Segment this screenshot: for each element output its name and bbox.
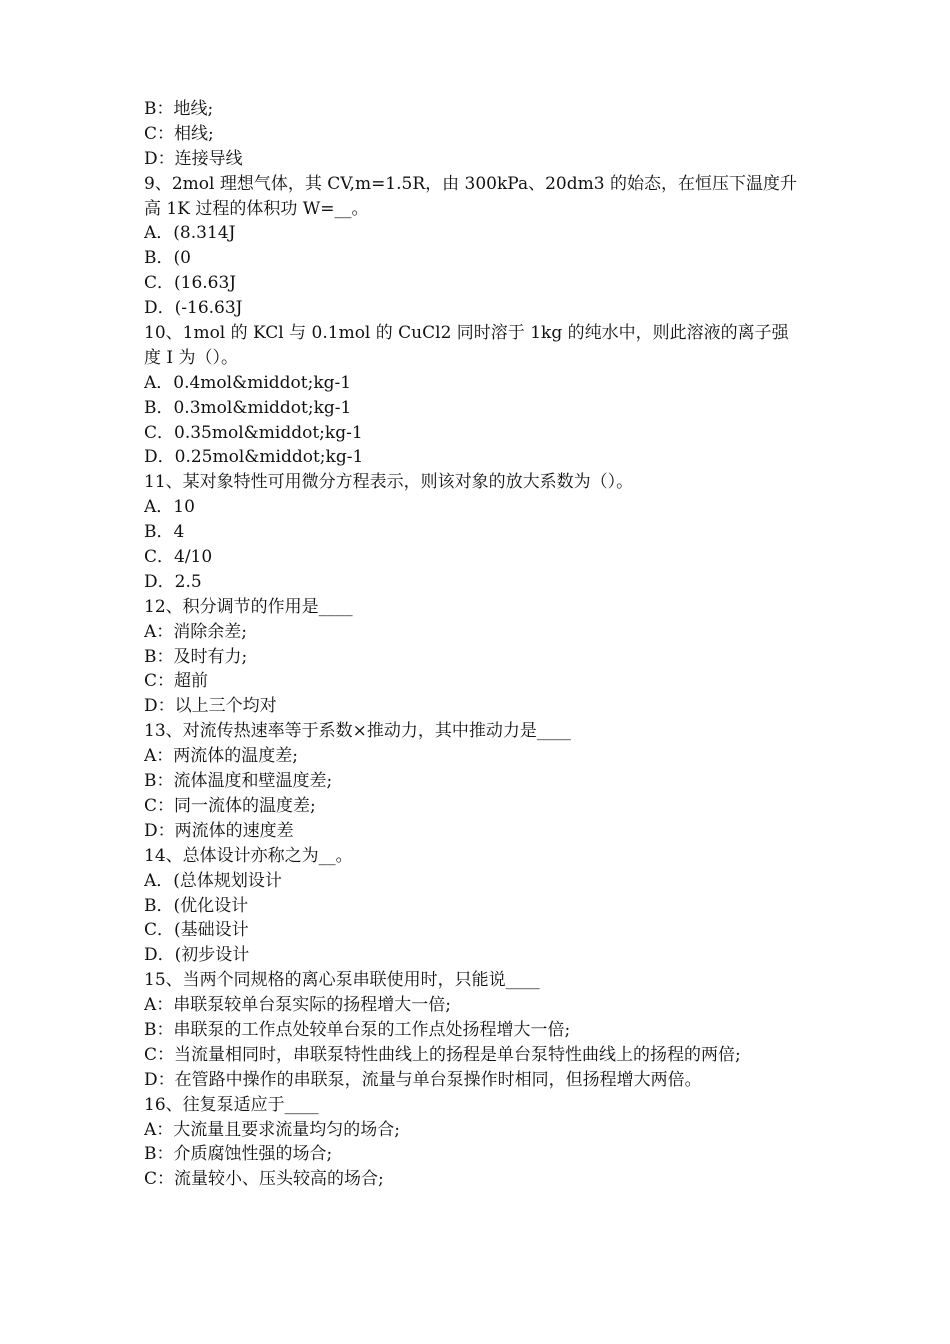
text-line: C：流量较小、压头较高的场合; [144,1169,384,1190]
text-line: A．10 [144,497,195,518]
text-line: 13、对流传热速率等于系数×推动力，其中推动力是____ [144,721,571,742]
text-line: D．0.25mol&middot;kg-1 [144,447,364,468]
text-line: 9、2mol 理想气体，其 CV,m=1.5R，由 300kPa、20dm3 的始态，在恒压下温度升 [144,173,797,194]
text-line: C：相线; [144,123,214,144]
text-line: 10、1mol 的 KCl 与 0.1mol 的 CuCl2 同时溶于 1kg 的纯水中，则此溶液的离子强 [144,323,789,344]
text-line: B：及时有力; [144,646,248,667]
text-line: 12、积分调节的作用是____ [144,596,353,617]
text-line: 高 1K 过程的体积功 W=__。 [144,198,369,219]
text-line: A．(总体规划设计 [144,870,282,891]
text-line: 15、当两个同规格的离心泵串联使用时，只能说____ [144,970,540,991]
text-line: A．(8.314J [144,223,236,244]
text-line: D：两流体的速度差 [144,820,294,841]
text-line: 度 I 为（）。 [144,347,239,368]
text-line: B：地线; [144,99,214,119]
text-line: B．0.3mol&middot;kg-1 [144,397,352,418]
text-line: B．(0 [144,248,191,269]
text-line: A．0.4mol&middot;kg-1 [144,372,352,393]
text-line: A：两流体的温度差; [144,746,299,767]
text-line: B：串联泵的工作点处较单台泵的工作点处扬程增大一倍; [144,1019,571,1040]
text-line: B．(优化设计 [144,895,249,916]
text-line: B：流体温度和壁温度差; [144,771,333,792]
text-line: B：介质腐蚀性强的场合; [144,1144,333,1165]
text-line: C．(基础设计 [144,920,249,941]
text-line: A：串联泵较单台泵实际的扬程增大一倍; [144,995,452,1016]
text-line: A：大流量且要求流量均匀的场合; [144,1119,401,1140]
text-line: C．(16.63J [144,273,237,294]
text-line: D．(-16.63J [144,298,243,319]
text-line: D．2.5 [144,571,202,592]
text-line: C：当流量相同时，串联泵特性曲线上的扬程是单台泵特性曲线上的扬程的两倍; [144,1044,741,1065]
text-line: C．0.35mol&middot;kg-1 [144,422,363,443]
text-line: 14、总体设计亦称之为__。 [144,845,353,866]
text-line: D：以上三个均对 [144,696,277,717]
document-page [144,97,824,1192]
text-line: 16、往复泵适应于____ [144,1094,319,1115]
text-line: C：同一流体的温度差; [144,795,316,816]
text-line: A：消除余差; [144,621,248,642]
text-line: 11、某对象特性可用微分方程表示，则该对象的放大系数为（）。 [144,472,634,493]
text-line: B．4 [144,522,185,543]
text-line: D．(初步设计 [144,945,250,966]
text-line: C．4/10 [144,547,213,568]
text-line: D：连接导线 [144,148,243,169]
text-line: D：在管路中操作的串联泵，流量与单台泵操作时相同，但扬程增大两倍。 [144,1069,702,1090]
text-line: C：超前 [144,671,209,692]
